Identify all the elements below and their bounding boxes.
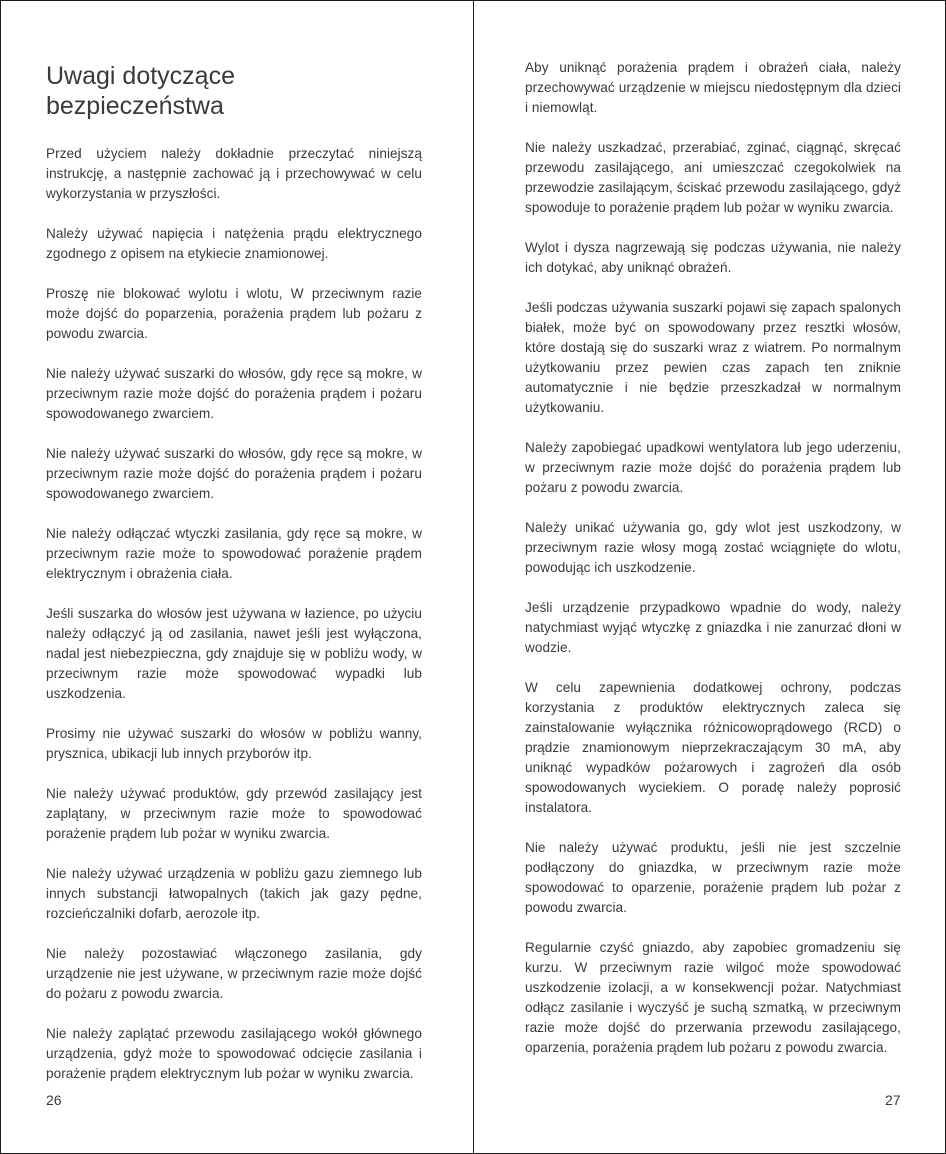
page-number-left: 26 bbox=[46, 1092, 62, 1108]
safety-paragraph: Regularnie czyść gniazdo, aby zapobiec gromadzeniu się kurzu. W przeciwnym razie wilgoć może spowodować uszkodzenie izolacji, a w konsekwencji pożar. Natychmiast odłącz zasilanie i wyczyść je suchą szmatką, w przeciwnym razie może dojść do przerwania przewodu zasilającego, oparzenia, porażenia prądem lub pożaru z powodu zwarcia. bbox=[525, 940, 901, 1055]
page-number-right: 27 bbox=[885, 1092, 901, 1108]
safety-paragraph: Nie należy używać suszarki do włosów, gdy ręce są mokre, w przeciwnym razie może dojść do porażenia prądem i pożaru spowodowanego zwarciem. bbox=[46, 366, 422, 421]
safety-paragraph: Jeśli urządzenie przypadkowo wpadnie do wody, należy natychmiast wyjąć wtyczkę z gniazdka i nie zanurzać dłoni w wodzie. bbox=[525, 600, 901, 655]
safety-paragraph: Przed użyciem należy dokładnie przeczytać niniejszą instrukcję, a następnie zachować ją i przechowywać w celu wykorzystania w przyszłości. bbox=[46, 146, 422, 201]
safety-paragraph: Nie należy odłączać wtyczki zasilania, gdy ręce są mokre, w przeciwnym razie może to spowodować porażenie prądem elektrycznym i obrażenia ciała. bbox=[46, 526, 422, 581]
safety-paragraph: Aby uniknąć porażenia prądem i obrażeń ciała, należy przechowywać urządzenie w miejscu niedostępnym dla dzieci i niemowląt. bbox=[525, 60, 901, 115]
safety-paragraph: Należy unikać używania go, gdy wlot jest uszkodzony, w przeciwnym razie włosy mogą zostać wciągnięte do wlotu, powodując ich uszkodzenie. bbox=[525, 520, 901, 575]
title-line-1: Uwagi dotyczące bbox=[46, 62, 235, 90]
safety-paragraph: Wylot i dysza nagrzewają się podczas używania, nie należy ich dotykać, aby uniknąć obrażeń. bbox=[525, 240, 901, 275]
safety-paragraph: Proszę nie blokować wylotu i wlotu, W przeciwnym razie może dojść do poparzenia, porażenia prądem lub pożaru z powodu zwarcia. bbox=[46, 286, 422, 341]
page-title bbox=[46, 61, 426, 121]
safety-paragraph: W celu zapewnienia dodatkowej ochrony, podczas korzystania z produktów elektrycznych zaleca się zainstalowanie wyłącznika różnicowoprądowego (RCD) o prądzie znamionowym nieprzekraczającym 30 mA, aby uniknąć wypadków pożarowych i zagrożeń dla osób spowodowanych wyciekiem. O poradę należy poprosić instalatora. bbox=[525, 680, 901, 815]
safety-paragraph: Nie należy zaplątać przewodu zasilającego wokół głównego urządzenia, gdyż może to spowodować odcięcie zasilania i porażenie prądem elektrycznym lub pożar w wyniku zwarcia. bbox=[46, 1026, 422, 1081]
left-page bbox=[1, 1, 473, 1154]
safety-paragraph: Nie należy uszkadzać, przerabiać, zginać, ciągnąć, skręcać przewodu zasilającego, ani umieszczać czegokolwiek na przewodzie zasilającym, ściskać przewodu zasilającego, gdyż spowoduje to porażenie prądem lub pożar w wyniku zwarcia. bbox=[525, 140, 901, 215]
left-text-column bbox=[46, 144, 422, 1104]
title-line-2: bezpieczeństwa bbox=[46, 92, 224, 120]
safety-paragraph: Jeśli suszarka do włosów jest używana w łazience, po użyciu należy odłączyć ją od zasilania, nawet jeśli jest wyłączona, nadal jest niebezpieczna, gdy znajduje się w pobliżu wody, w przeciwnym razie może spowodować wypadki lub uszkodzenia. bbox=[46, 606, 422, 701]
safety-paragraph: Należy zapobiegać upadkowi wentylatora lub jego uderzeniu, w przeciwnym razie może dojść do porażenia prądem lub pożaru z powodu zwarcia. bbox=[525, 440, 901, 495]
safety-paragraph: Nie należy używać produktu, jeśli nie jest szczelnie podłączony do gniazdka, w przeciwnym razie może spowodować to oparzenie, porażenie prądem lub pożar z powodu zwarcia. bbox=[525, 840, 901, 915]
safety-paragraph: Prosimy nie używać suszarki do włosów w pobliżu wanny, prysznica, ubikacji lub innych przyborów itp. bbox=[46, 726, 422, 761]
right-text-column bbox=[525, 58, 901, 1078]
safety-paragraph: Nie należy pozostawiać włączonego zasilania, gdy urządzenie nie jest używane, w przeciwnym razie może dojść do pożaru z powodu zwarcia. bbox=[46, 946, 422, 1001]
safety-paragraph: Jeśli podczas używania suszarki pojawi się zapach spalonych białek, może być on spowodowany przez resztki włosów, które dostają się do suszarki wraz z wiatrem. Po normalnym użytkowaniu przez pewien czas zapach ten zniknie automatycznie i nie będzie przeszkadzał w normalnym użytkowaniu. bbox=[525, 300, 901, 415]
right-page bbox=[474, 1, 946, 1154]
safety-paragraph: Nie należy używać urządzenia w pobliżu gazu ziemnego lub innych substancji łatwopalnych (takich jak gazy pędne, rozcieńczalniki dofarb, aerozole itp. bbox=[46, 866, 422, 921]
safety-paragraph: Nie należy używać produktów, gdy przewód zasilający jest zaplątany, w przeciwnym razie może to spowodować porażenie prądem lub pożar w wyniku zwarcia. bbox=[46, 786, 422, 841]
safety-paragraph: Nie należy używać suszarki do włosów, gdy ręce są mokre, w przeciwnym razie może dojść do porażenia prądem i pożaru spowodowanego zwarciem. bbox=[46, 446, 422, 501]
safety-paragraph: Należy używać napięcia i natężenia prądu elektrycznego zgodnego z opisem na etykiecie znamionowej. bbox=[46, 226, 422, 261]
